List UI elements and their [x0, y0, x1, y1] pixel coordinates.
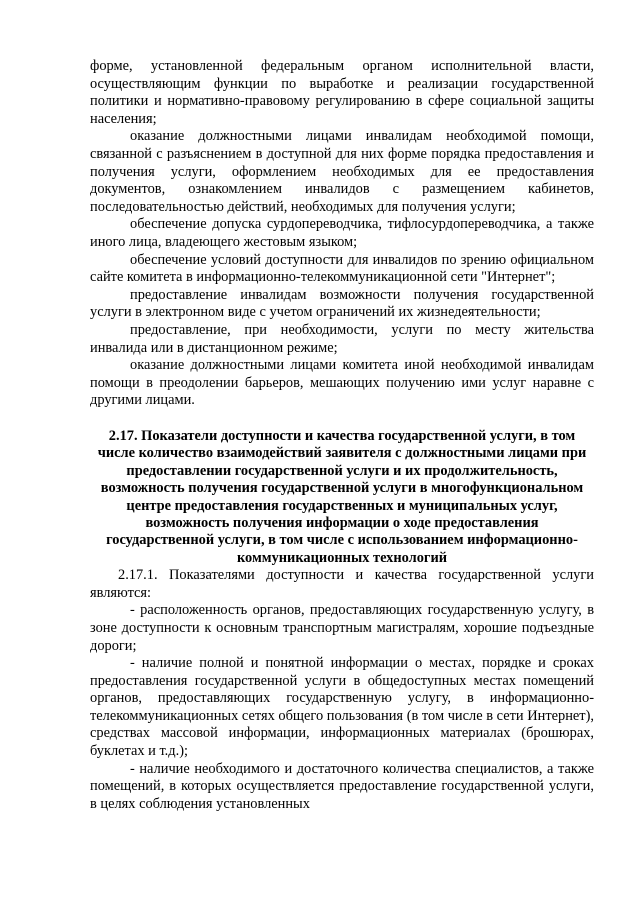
list-item-information: - наличие полной и понятной информации о местах, порядке и сроках предоставления государственной услуги в общедоступных местах помещений органов, предоставляющих государственную услугу, в информационно-телекоммуникационных сетях общего пользования (в том числе в сети Интернет), средствах массовой информации, информационных материалах (брошюрах, буклетах и т.д.); [90, 655, 594, 760]
document-page [90, 58, 594, 813]
list-item-specialists: - наличие необходимого и достаточного количества специалистов, а также помещений, в которых осуществляется предоставление государственной услуги, в целях соблюдения установленных [90, 760, 594, 812]
paragraph-indicators-intro: 2.17.1. Показателями доступности и качества государственной услуги являются: [90, 567, 594, 601]
paragraph-visual-accessibility: обеспечение условий доступности для инвалидов по зрению официальном сайте комитета в информационно-телекоммуникационной сети "Интернет"; [90, 251, 594, 286]
paragraph-barrier-help: оказание должностными лицами комитета иной необходимой инвалидам помощи в преодолении барьеров, мешающих получению ими услуг наравне с другими лицами. [90, 357, 594, 409]
section-heading: 2.17. Показатели доступности и качества государственной услуги, в том числе количество взаимодействий заявителя с должностными лицами при предоставлении государственной услуги и их продолжительность, возможность получения государственной услуги в многофункциональном центре предоставления государственных и муниципальных услуг, возможность получения информации о ходе предоставления государственной услуги, в том числе с использованием информационно-коммуникационных технологий [97, 427, 587, 566]
paragraph-remote-service: предоставление, при необходимости, услуги по месту жительства инвалида или в дистанционном режиме; [90, 321, 594, 356]
paragraph-social-protection: форме, установленной федеральным органом исполнительной власти, осуществляющим функции по выработке и реализации государственной политики и нормативно-правовому регулированию в сфере социальной защиты населения; [90, 58, 594, 127]
paragraph-electronic-service: предоставление инвалидам возможности получения государственной услуги в электронном виде с учетом ограничений их жизнедеятельности; [90, 286, 594, 321]
list-item-transport-access: - расположенность органов, предоставляющих государственную услугу, в зоне доступности к основным транспортным магистралям, хорошие подъездные дороги; [90, 602, 594, 654]
paragraph-sign-interpreter: обеспечение допуска сурдопереводчика, тифлосурдопереводчика, а также иного лица, владеющего жестовым языком; [90, 216, 594, 250]
paragraph-assistance: оказание должностными лицами инвалидам необходимой помощи, связанной с разъяснением в доступной для них форме порядка предоставления и получения услуги, оформлением необходимых для ее предоставления документов, ознакомлением инвалидов с размещением кабинетов, последовательностью действий, необходимых для получения услуги; [90, 128, 594, 215]
